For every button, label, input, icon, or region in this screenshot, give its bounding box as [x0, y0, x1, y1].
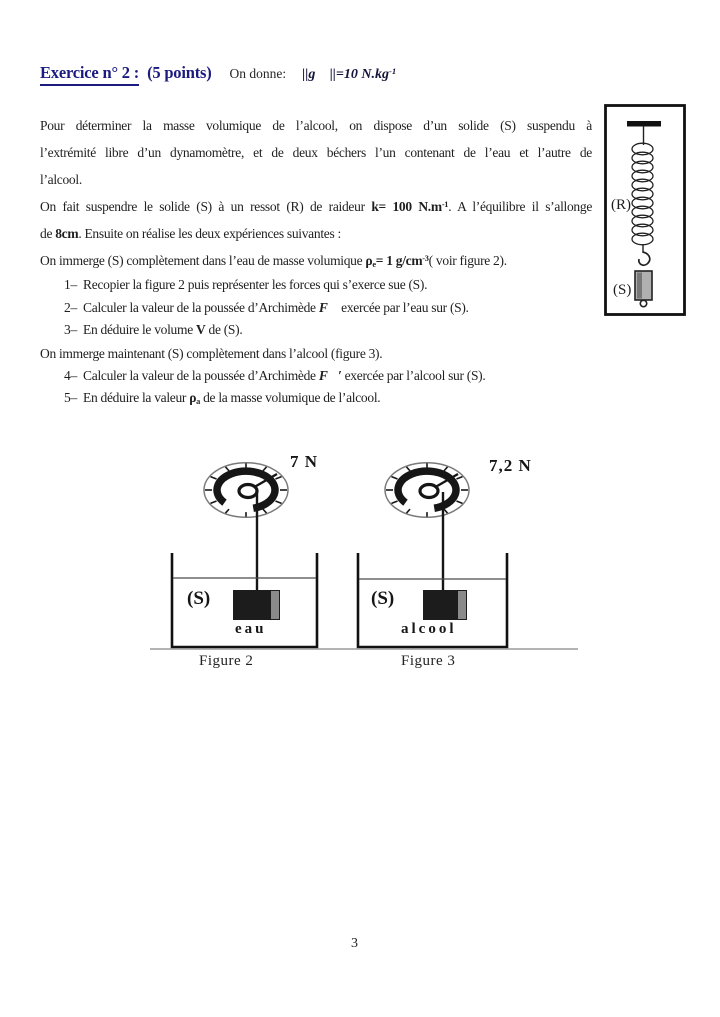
dynamometer-reading-fig2: 7 N: [290, 452, 319, 471]
dial-hub: [239, 485, 257, 498]
dynamometer-dial-right: [385, 463, 469, 518]
paragraph1-line1: Pour déterminer la masse volumique de l’alcool, on dispose d’un solide (S) suspendu à: [40, 118, 592, 133]
caption-figure-2: Figure 2: [199, 653, 254, 669]
spring-label-R: (R): [611, 197, 631, 213]
given-label: On donne:: [229, 66, 287, 81]
spring-apparatus-figure: [600, 100, 690, 325]
question-5: 5– En déduire la valeur $\rho_a$ de la masse volumique de l’alcool.: [64, 390, 381, 407]
paragraph3: On immerge (S) complètement dans l’eau de masse volumique $\rho_e= 1$ $g/cm^{-3}$( voir figure 2).: [40, 253, 507, 270]
solid-block-eau-shading: [271, 591, 279, 619]
solid-label-fig3: (S): [371, 588, 395, 609]
question-2: 2– Calculer la valeur de la poussée d’Archimède F⃗ exercée par l’eau sur (S).: [64, 299, 469, 315]
dynamometer-reading-fig3: 7,2 N: [489, 456, 532, 475]
spring-coil: [632, 143, 653, 245]
solid-label-fig2: (S): [187, 588, 211, 609]
solid-block-alcool-shading: [458, 591, 466, 619]
exercise-points: (5 points): [147, 63, 212, 82]
paragraph2-line2: de 8cm. Ensuite on réalise les deux expériences suivantes :: [40, 226, 341, 241]
weight-ring: [640, 300, 646, 306]
exercise-body: [40, 112, 592, 410]
given-value-formula: ||g⃗ ||=10 $N.kg^{-1}$: [302, 66, 397, 82]
dynamometer-dial-left: [204, 463, 288, 518]
exercise-title: Exercice n° 2 :: [40, 63, 139, 86]
caption-figure-3: Figure 3: [401, 653, 456, 669]
spring-label-S: (S): [613, 282, 632, 298]
paragraph1-line2: l’extrémité libre d’un dynamomètre, et de deux béchers l’un contenant de l’eau et l’autre de: [40, 145, 592, 160]
question-3: 3– En déduire le volume V de (S).: [64, 322, 243, 337]
paragraph1-line3: l’alcool.: [40, 172, 82, 187]
paragraph2-line1: On fait suspendre le solide (S) à un ressot (R) de raideur k= 100 $N.m^{-1}$. A l’équilibre il s’allonge: [40, 199, 593, 214]
experiment-figures: [150, 450, 580, 682]
paragraph4: On immerge maintenant (S) complètement dans l’alcool (figure 3).: [40, 345, 383, 361]
question-4: 4– Calculer la valeur de la poussée d’Archimède F⃗′ exercée par l’alcool sur (S).: [64, 367, 486, 383]
exercise-header: [40, 63, 396, 83]
dial-hub: [420, 485, 438, 498]
ceiling-bar: [627, 121, 661, 127]
hook-icon: [639, 252, 650, 265]
page-number: 3: [351, 936, 358, 951]
solid-weight-shading: [637, 273, 642, 299]
question-1: 1– Recopier la figure 2 puis représenter les forces qui s’exerce sue (S).: [64, 277, 428, 292]
liquid-label-eau: eau: [235, 621, 267, 637]
liquid-label-alcool: alcool: [401, 621, 457, 637]
